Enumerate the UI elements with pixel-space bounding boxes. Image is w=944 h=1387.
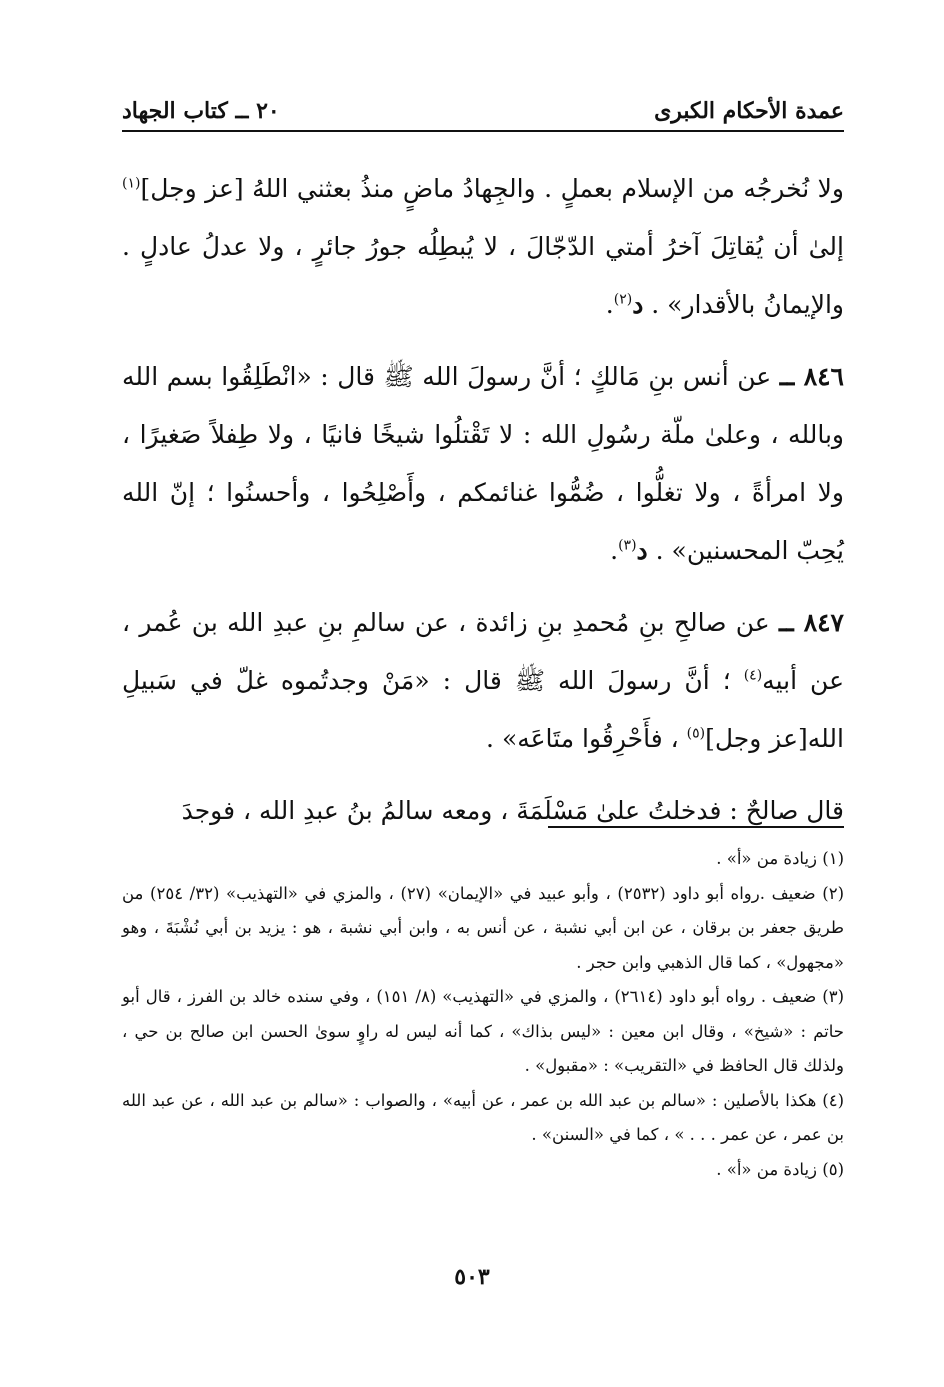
- footnote-2: (٢) ضعيف .رواه أبو داود (٢٥٣٢) ، وأبو عبيد في «الإيمان» (٢٧) ، والمزي في «التهذيب» (٣٢/ ٢٥٤) من طريق جعفر بن برقان ، عن ابن أبي نشبة ، عن أنس به ، وابن أبي نشبة ، هو : يزيد بن أبي نُشْبَةَ ، وهو «مجهول» ، كما قال الذهبي وابن حجر .: [122, 883, 844, 972]
- source-symbol: د: [632, 290, 644, 319]
- footnote-ref-1: (١): [122, 175, 141, 192]
- page-number: ٥٠٣: [454, 1264, 490, 1290]
- hadith-number: ٨٤٦ ــ: [779, 362, 844, 391]
- header-rule: [122, 130, 844, 132]
- chapter-title: ٢٠ ــ كتاب الجهاد: [122, 98, 280, 124]
- book-title: عمدة الأحكام الكبرى: [654, 98, 844, 124]
- source-symbol: د: [636, 536, 648, 565]
- running-header: [122, 96, 844, 132]
- hadith-number: ٨٤٧ ــ: [779, 608, 844, 637]
- footnote-ref-4: (٤): [743, 667, 763, 684]
- footnotes: [122, 842, 844, 1187]
- footnote-4: (٤) هكذا بالأصلين : «سالم بن عبد الله بن عمر ، عن أبيه» ، والصواب : «سالم بن عبد الله ، عن عبد الله بن عمر ، عن عمر . . . » ، كما في «السنن» .: [122, 1090, 844, 1144]
- footnote-ref-5: (٥): [686, 725, 706, 742]
- paragraph-salih: قال صالحٌ : فدخلتُ علىٰ مَسْلَمَةَ ، ومعه سالمُ بنُ عبدِ الله ، فوجدَ: [181, 796, 844, 825]
- paragraph-continuation: ولا نُخرجُه من الإسلام بعملٍ . والجِهادُ ماضٍ منذُ بعثني اللهُ [عز وجل]$^{(١)}$ إلىٰ أن يُقاتِلَ آخرُ أمتي الدّجّالَ ، لا يُبطِلُه جورُ جائرٍ ، ولا عدلُ عادلٍ . والإيمانُ بالأقدار» . د$^{(٢)}$.: [122, 174, 844, 319]
- footnote-1: (١) زيادة من «أ» .: [716, 849, 844, 868]
- main-text: [122, 160, 844, 840]
- footnote-ref-2: (٢): [613, 291, 633, 308]
- hadith-846: ٨٤٦ ــ عن أنس بنِ مَالكٍ ؛ أنَّ رسولَ الله ﷺ قال : «انْطَلِقُوا بسم الله وبالله ، وعلىٰ ملّة رسُولِ الله : لا تَقْتلُوا شيخًا فانيًا ، ولا طِفلاً صَغيرًا ، ولا امرأةً ، ولا تغلُّوا ، ضُمُّوا غنائمكم ، وأَصْلِحُوا ، وأحسنُوا ؛ إنّ الله يُحِبّ المحسنين» . د$^{(٣)}$.: [122, 362, 844, 565]
- footnote-3: (٣) ضعيف . رواه أبو داود (٢٦١٤) ، والمزي في «التهذيب» (٨/ ١٥١) ، وفي سنده خالد بن الفرز ، قال أبو حاتم : «شيخ» ، وقال ابن معين : «ليس بذاك» ، كما أنه ليس له راوٍ سوىٰ الحسن ابن صالح بن حي ، ولذلك قال الحافظ في «التقريب» : «مقبول» .: [122, 987, 844, 1075]
- footnote-5: (٥) زيادة من «أ» .: [716, 1159, 844, 1179]
- footnote-separator: [548, 826, 844, 828]
- footnote-ref-3: (٣): [618, 537, 637, 554]
- hadith-847: ٨٤٧ ــ عن صالحِ بنِ مُحمدِ بنِ زائدة ، عن سالمِ بنِ عبدِ الله بن عُمر ، عن أبيه$^{(٤)}$ ؛ أنَّ رسولَ الله ﷺ قال : «مَنْ وجدتُموه غلّ في سَبيلِ الله[عز وجل]$^{(٥)}$ ، فأَحْرِقُوا متَاعَه» .: [122, 608, 844, 753]
